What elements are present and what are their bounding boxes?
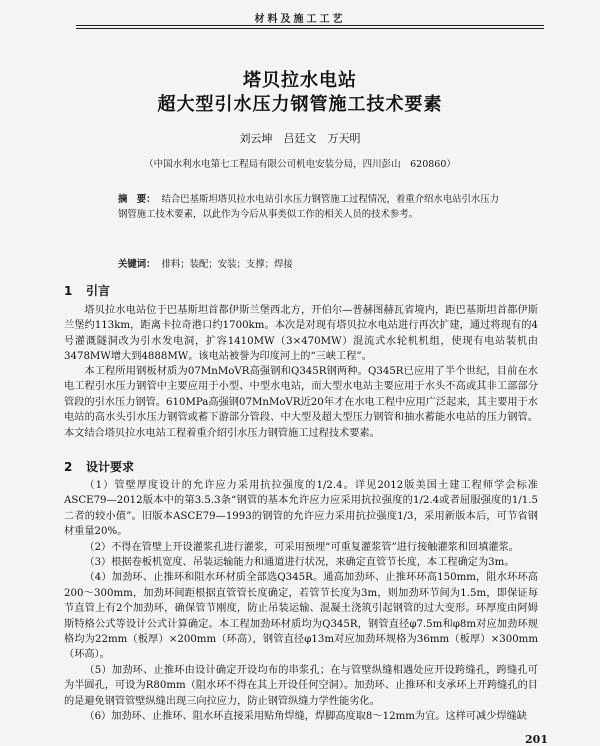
affiliation: （中国水利水电第七工程局有限公司机电安装分局，四川彭山 620860） [144,159,456,170]
list-item: （5）加劲环、止推环由设计确定开设均布的串浆孔；在与管壁纵缝相遇处应开设跨缝孔，跨缝孔可为半圆孔，可设为R80mm（阻水环不得在其上开设任何空洞）。加劲环、止推环和支承环上开跨缝孔的目的是避免钢管管壁纵缝出现三向拉应力，防止钢管纵缝力学性能劣化。 [64,664,538,707]
section-number: 1 [64,284,73,298]
section-number: 2 [64,460,73,474]
section-heading-design [64,458,134,475]
abstract-label: 摘 要： [118,194,156,205]
authors: 刘云坤 吕廷文 万天明 [239,132,361,145]
keywords [118,257,504,272]
keywords-text: 排料；装配；安装；支撑；焊接 [161,259,293,270]
page-number: 201 [525,733,548,746]
design-requirements-list [64,478,538,725]
list-item: （1）管壁厚度设计的允许应力采用抗拉强度的1/2.4。详见2012版美国土建工程师学会标准ASCE79—2012版本中的第3.5.3条“钢管的基本允许应力应采用抗拉强度的1/2.4或者屈服强度的1/1.5二者的较小值”。旧版本ASCE79—1993的钢管的允许应力采用抗拉强度1/3，采用新版本后，可节省钢材重量20%。 [64,480,538,538]
section-heading-intro [64,282,110,299]
keywords-label: 关键词： [118,259,156,270]
article-title-line-2: 超大型引水压力钢管施工技术要素 [157,94,443,115]
list-item: （4）加劲环、止推环和阻水环材质全部选Q345R。通高加劲环、止推环环高150mm，阻水环环高200～300mm，加劲环间距根据直管管长度确定，若管节长度为3m，则加劲环节间为1.5m，即保证每节直管上有2个加劲环，确保管节刚度，防止吊装运输、混凝土浇筑引起钢管的过大变形。环厚度由阿姆斯特格公式等设计公式计算确定。本工程加劲环材质均为Q345R，钢管直径φ7.5m和φ8m对应加劲环规格均为22mm（板厚）×200mm（环高），钢管直径φ13m对应加劲环规格为36mm（板厚）×300mm（环高）。 [64,572,538,661]
abstract-text: 结合巴基斯坦塔贝拉水电站引水压力钢管施工过程情况，着重介绍水电站引水压力钢管施工技术要素，以此作为今后从事类似工作的相关人员的技术参考。 [118,194,500,220]
intro-paragraph-2: 本工程所用钢板材质为07MnMoVR高强钢和Q345R钢两种。Q345R已应用了半个世纪，目前在水电工程引水压力钢管中主要应用于小型、中型水电站，而大型水电站主要应用于水头不高或其非工部部分管段的引水压力钢管。610MPa高强钢07MnMoVR近20年才在水电工程中应用广泛起来，其主要用于水电站的高水头引水压力钢管或蓄下游部分管段、中大型及超大型压力钢管和抽水蓄能水电站的压力钢管。本文结合塔贝拉水电站工程着重介绍引水压力钢管施工过程技术要素。 [64,366,538,439]
header-rule [76,25,544,26]
list-item: （6）加劲环、止推环、阻水环直接采用贴角焊缝，焊脚高度取8～12mm为宜。这样可减少焊缝缺 [84,711,527,723]
article-title-line-1: 塔贝拉水电站 [243,70,357,91]
header-rule-thin [76,28,544,29]
list-item: （3）根据卷板机宽度、吊装运输能力和通道进行状况，来确定直管节长度，本工程确定为3m。 [84,557,515,569]
intro-paragraph-1: 塔贝拉水电站位于巴基斯坦首都伊斯兰堡西北方，开伯尔—普赫图赫瓦省境内，距巴基斯坦首都伊斯兰堡约113km，距离卡拉奇港口约1700km。本次是对现有塔贝拉水电站进行再次扩建，通过将现有的4号灌溉隧洞改为引水发电洞，扩容1410MW（3×470MW）混流式水轮机机组，使现有电站装机由3478MW增大到4888MW。该电站被誉为印度河上的“三峡工程”。 [64,305,538,363]
section-title: 设计要求 [86,460,135,474]
running-header: 材料及施工工艺 [254,14,346,25]
abstract [118,192,504,222]
list-item: （2）不得在管壁上开设灌浆孔进行灌浆，可采用预埋“可重复灌浆管”进行接触灌浆和回填灌浆。 [84,541,519,553]
section-title: 引言 [86,284,111,298]
